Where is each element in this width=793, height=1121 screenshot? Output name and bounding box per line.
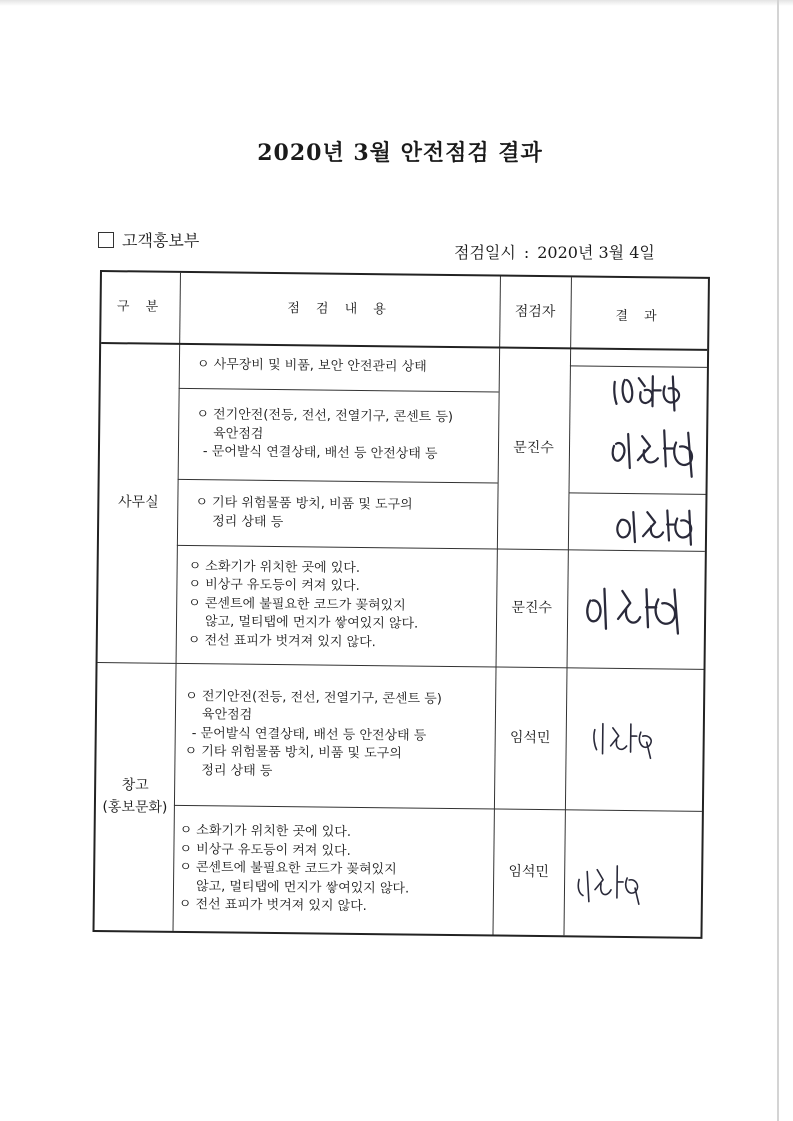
- item-line: 정리 상태 등: [212, 513, 284, 530]
- signature-image: [610, 372, 690, 417]
- item-line: ㅇ 콘센트에 불필요한 코드가 꽂혀있지: [179, 860, 397, 878]
- department-label: [98, 228, 199, 251]
- inspector-name: 임석민: [509, 729, 551, 746]
- header-inspector: 점검자: [514, 303, 556, 320]
- signature-image: [611, 506, 701, 551]
- inspector-name: 임석민: [508, 863, 550, 881]
- item-line: ㅇ 콘센트에 불필요한 코드가 꽂혀있지: [188, 595, 406, 614]
- item-line: 않고, 멀티탭에 먼지가 쌓여있지 않다.: [195, 878, 410, 897]
- inspection-date: 점검일시 : 2020년 3월 4일: [454, 243, 655, 262]
- row-divider: [568, 492, 705, 495]
- inspection-item: [197, 343, 497, 391]
- page-title: 2020년 3월 안전점검 결과: [257, 140, 543, 166]
- inspection-item: [188, 545, 495, 666]
- item-line: ㅇ 전기안전(전등, 전선, 전열기구, 콘센트 등): [196, 407, 454, 426]
- item-line: ㅇ 전선 표피가 벗겨져 있지 않다.: [178, 897, 367, 915]
- inspection-item: [179, 806, 492, 935]
- signature-image: [575, 861, 648, 910]
- inspection-table: [92, 270, 709, 939]
- inspector-name: 문진수: [513, 439, 554, 456]
- category-label: 창고: [121, 777, 149, 794]
- inspection-date-value: 2020년 3월 4일: [537, 243, 655, 262]
- signature-image: [582, 582, 691, 639]
- scan-edge-line: [777, 0, 779, 1121]
- item-line: ㅇ 기타 위험물품 방치, 비품 및 도구의: [184, 744, 402, 762]
- inspection-item: [195, 480, 496, 548]
- item-line: ㅇ 전선 표피가 벗겨져 있지 않다.: [187, 632, 376, 650]
- signature-image: [588, 718, 659, 765]
- item-line: ㅇ 비상구 유도등이 켜져 있다.: [179, 841, 351, 859]
- item-line: ㅇ 소화기가 위치한 곳에 있다.: [188, 558, 361, 576]
- item-line: ㅇ 소화기가 위치한 곳에 있다.: [179, 823, 352, 841]
- item-line: 육안점검: [213, 426, 264, 442]
- item-line: ㅇ 전기안전(전등, 전선, 전열기구, 콘센트 등): [185, 688, 442, 707]
- item-line: 정리 상태 등: [201, 762, 273, 779]
- item-line: - 문어발식 연결상태, 배선 등 안전상태 등: [191, 725, 427, 744]
- header-category: 구 분: [116, 298, 165, 315]
- item-line: - 문어발식 연결상태, 배선 등 안전상태 등: [202, 444, 438, 463]
- row-divider: [570, 365, 707, 368]
- item-line: ㅇ 비상구 유도등이 켜져 있다.: [188, 577, 360, 595]
- category-warehouse: [95, 662, 176, 931]
- inspection-item: [196, 389, 497, 482]
- item-line: 육안점검: [201, 707, 253, 724]
- category-label: 사무실: [117, 493, 159, 511]
- inspection-item: [184, 663, 494, 808]
- inspector-name: 문진수: [511, 599, 553, 616]
- header-content: 점 검 내 용: [287, 300, 392, 318]
- category-office: [98, 342, 180, 663]
- header-result: 결 과: [615, 308, 663, 325]
- department-name: 고객홍보부: [122, 231, 200, 250]
- signature-image: [608, 426, 704, 483]
- category-label: (홍보문화): [102, 799, 168, 816]
- item-line: 않고, 멀티탭에 먼지가 쌓여있지 않다.: [204, 614, 419, 632]
- inspection-date-label: 점검일시: [454, 243, 516, 262]
- item-line: ㅇ 사무장비 및 비품, 보안 안전관리 상태: [196, 357, 427, 375]
- scan-shadow-top: [0, 0, 793, 6]
- checkbox-icon: [98, 232, 114, 248]
- item-line: ㅇ 기타 위험물품 방치, 비품 및 도구의: [195, 495, 413, 513]
